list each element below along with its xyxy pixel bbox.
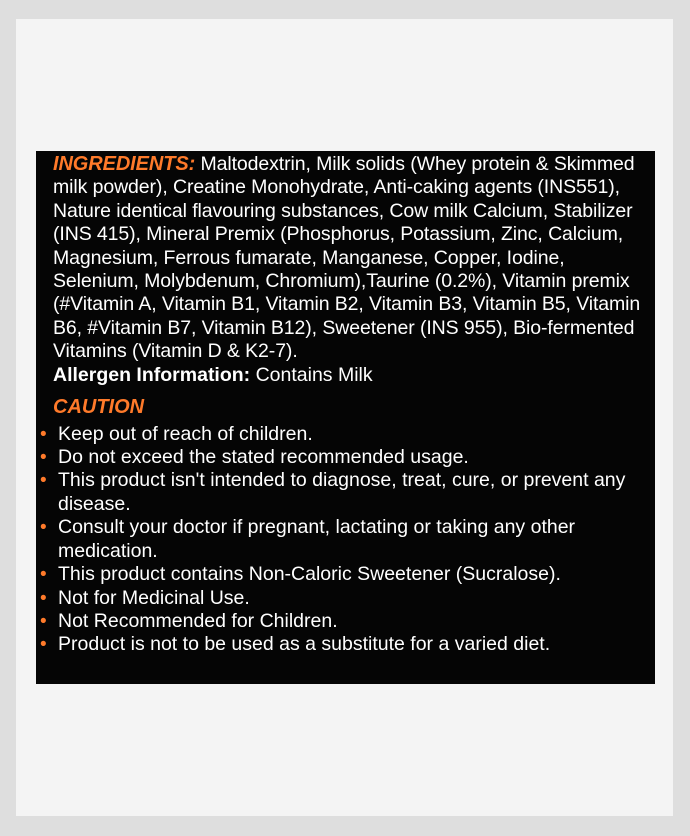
ingredients-paragraph: [53, 153, 651, 364]
bullet-icon: •: [40, 564, 47, 586]
caution-item-text: Not for Medicinal Use.: [58, 586, 250, 609]
caution-item: [40, 563, 651, 586]
caution-item-text: Consult your doctor if pregnant, lactating or taking any other medication.: [58, 516, 576, 562]
caution-item-text: This product isn't intended to diagnose, treat, cure, or prevent any disease.: [58, 469, 626, 515]
bullet-icon: •: [40, 447, 47, 469]
ingredients-heading: INGREDIENTS: [53, 153, 189, 175]
ingredients-separator: :: [188, 153, 196, 175]
caution-list: [40, 422, 651, 657]
allergen-information: [53, 364, 651, 387]
caution-item-text: Product is not to be used as a substitute for a varied diet.: [58, 633, 551, 656]
caution-item-text: This product contains Non-Caloric Sweetener (Sucralose).: [58, 563, 561, 586]
allergen-text: Contains Milk: [250, 363, 373, 386]
caution-heading: CAUTION: [53, 395, 145, 418]
bullet-icon: •: [40, 423, 47, 445]
ingredients-text: Maltodextrin, Milk solids (Whey protein & Skimmed milk powder), Creatine Monohydrate, Anti-caking agents (INS551), Nature identical flavouring substances, Cow milk Calcium, Stabilizer (INS 415), Mineral Premix (Phosphorus, Potassium, Zinc, Calcium, Magnesium, Ferrous fumarate, Manganese, Copper, Iodine, Selenium, Molybdenum, Chromium),Taurine (0.2%), Vitamin premix (#Vitamin A, Vitamin B1, Vitamin B2, Vitamin B3, Vitamin B5, Vitamin B6, #Vitamin B7, Vitamin B12), Sweetener (INS 955), Bio-fermented Vitamins (Vitamin D & K2-7).: [53, 153, 641, 363]
caution-item: [40, 516, 651, 563]
caution-item-text: Keep out of reach of children.: [58, 422, 313, 445]
caution-item-text: Do not exceed the stated recommended usage.: [58, 446, 469, 469]
caution-item-text: Not Recommended for Children.: [58, 609, 338, 632]
bullet-icon: •: [40, 587, 47, 609]
allergen-label: Allergen Information:: [53, 363, 251, 386]
bullet-icon: •: [40, 470, 47, 492]
caution-item: [40, 586, 651, 610]
bullet-icon: •: [40, 610, 47, 632]
bullet-icon: •: [40, 634, 47, 656]
caution-item: [40, 633, 651, 656]
caution-item: [40, 446, 651, 469]
caution-item: [40, 609, 651, 633]
caution-item: [40, 469, 651, 516]
caution-item: [40, 422, 651, 446]
label-panel: [36, 151, 655, 684]
bullet-icon: •: [40, 517, 47, 539]
